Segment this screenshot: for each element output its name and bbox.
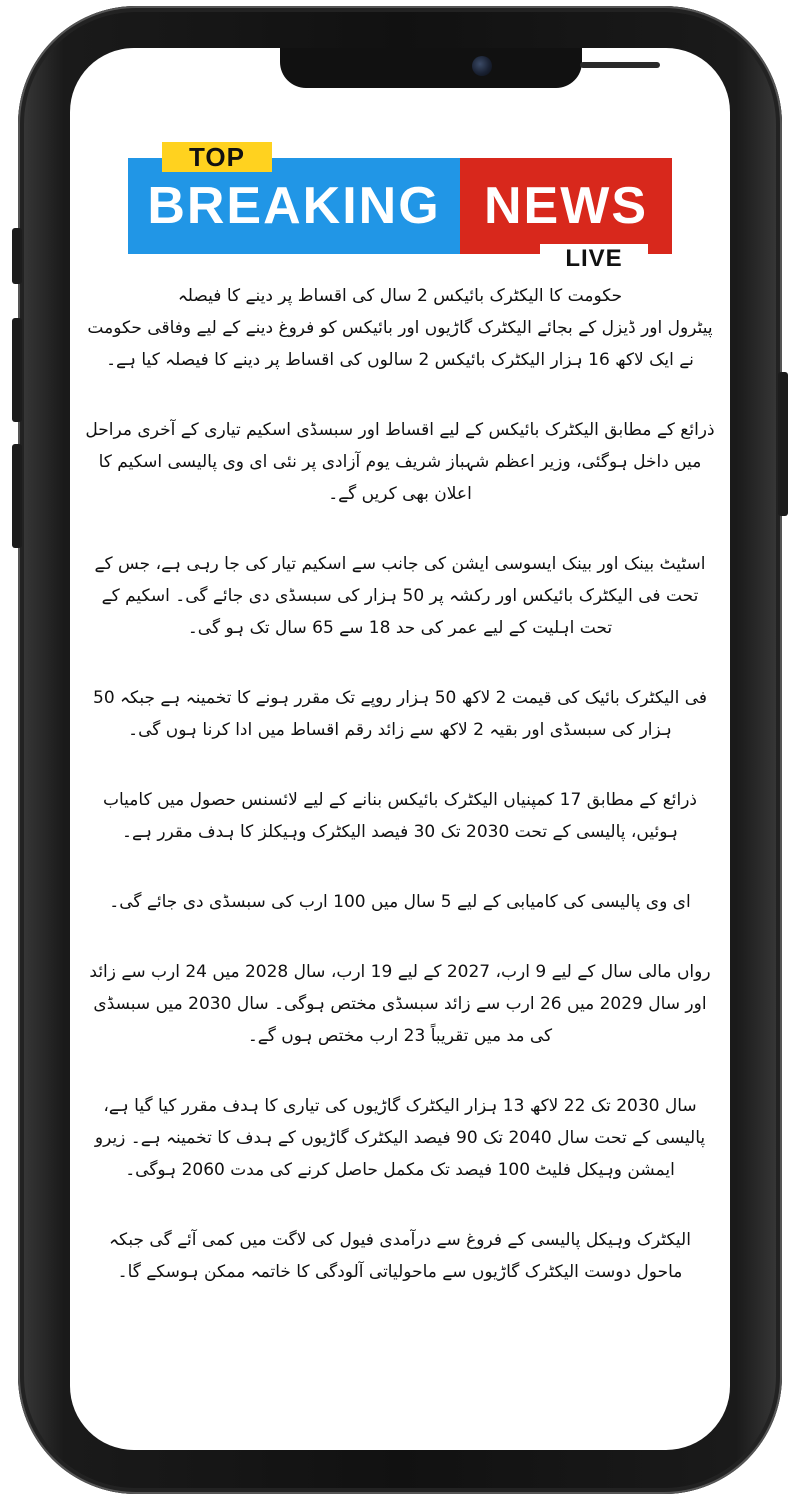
- article-paragraph: الیکٹرک وہیکل پالیسی کے فروغ سے درآمدی فیول کی لاگت میں کمی آئے گی جبکہ ماحول دوست الیکٹرک گاڑیوں سے ماحولیاتی آلودگی کا خاتمہ ممکن ہوسکے گا۔: [109, 1230, 691, 1282]
- breaking-news-banner: [128, 98, 672, 272]
- notch: [280, 48, 582, 88]
- article-title: حکومت کا الیکٹرک بائیکس 2 سال کی اقساط پر دینے کا فیصلہ: [177, 286, 623, 306]
- article-paragraph: رواں مالی سال کے لیے 9 ارب، 2027 کے لیے 19 ارب، سال 2028 میں 24 ارب سے زائد اور سال 2029 میں 26 ارب سے زائد سبسڈی مختص ہوگی۔ سال 2030 میں سبسڈی کی مد میں تقریباً 23 ارب مختص ہوں گے۔: [89, 962, 711, 1046]
- article-paragraph: ای وی پالیسی کی کامیابی کے لیے 5 سال میں 100 ارب کی سبسڈی دی جائے گی۔: [109, 892, 691, 912]
- article-paragraph: ذرائع کے مطابق 17 کمپنیاں الیکٹرک بائیکس بنانے کے لیے لائسنس حصول میں کامیاب ہوئیں، پالیسی کے تحت 2030 تک 30 فیصد الیکٹرک وہیکلز کا ہدف مقرر ہے۔: [102, 790, 698, 842]
- article-body: [84, 280, 716, 1326]
- phone-screen: [70, 48, 730, 1450]
- volume-up-button: [12, 318, 22, 422]
- article-paragraph: اسٹیٹ بینک اور بینک ایسوسی ایشن کی جانب سے اسکیم تیار کی جا رہی ہے، جس کے تحت فی الیکٹرک بائیکس اور رکشہ پر 50 ہزار کی سبسڈی دی جائے گی۔ اسکیم کے تحت اہلیت کے لیے عمر کی حد 18 سے 65 سال تک ہو گی۔: [94, 554, 706, 638]
- article-paragraph: پیٹرول اور ڈیزل کے بجائے الیکٹرک گاڑیوں اور بائیکس کو فروغ دینے کے لیے وفاقی حکومت نے ایک لاکھ 16 ہزار الیکٹرک بائیکس 2 سالوں کی اقساط پر دینے کا فیصلہ کیا ہے۔: [87, 318, 713, 370]
- front-camera-icon: [472, 56, 492, 76]
- live-tag: LIVE: [540, 244, 648, 274]
- volume-down-button: [12, 444, 22, 548]
- breaking-label: BREAKING: [128, 158, 460, 254]
- article-paragraph: ذرائع کے مطابق الیکٹرک بائیکس کے لیے اقساط اور سبسڈی اسکیم تیاری کے آخری مراحل میں داخل ہوگئی، وزیر اعظم شہباز شریف یوم آزادی پر نئی ای وی پالیسی اسکیم کا اعلان بھی کریں گے۔: [85, 420, 715, 504]
- article-paragraph: فی الیکٹرک بائیک کی قیمت 2 لاکھ 50 ہزار روپے تک مقرر ہونے کا تخمینہ ہے جبکہ 50 ہزار کی سبسڈی اور بقیہ 2 لاکھ سے زائد رقم اقساط میں ادا کرنا ہوں گی۔: [93, 688, 707, 740]
- top-tag: TOP: [162, 142, 272, 172]
- speaker-grille: [580, 62, 660, 68]
- news-label: NEWS: [460, 158, 672, 254]
- article-paragraph: سال 2030 تک 22 لاکھ 13 ہزار الیکٹرک گاڑیوں کی تیاری کا ہدف مقرر کیا گیا ہے، پالیسی کے تحت سال 2040 تک 90 فیصد الیکٹرک گاڑیوں کے ہدف کا تخمینہ ہے۔ زیرو ایمشن وہیکل فلیٹ 100 فیصد تک مکمل حاصل کرنے کی مدت 2060 ہوگی۔: [94, 1096, 706, 1180]
- power-button: [778, 372, 788, 516]
- mute-switch: [12, 228, 22, 284]
